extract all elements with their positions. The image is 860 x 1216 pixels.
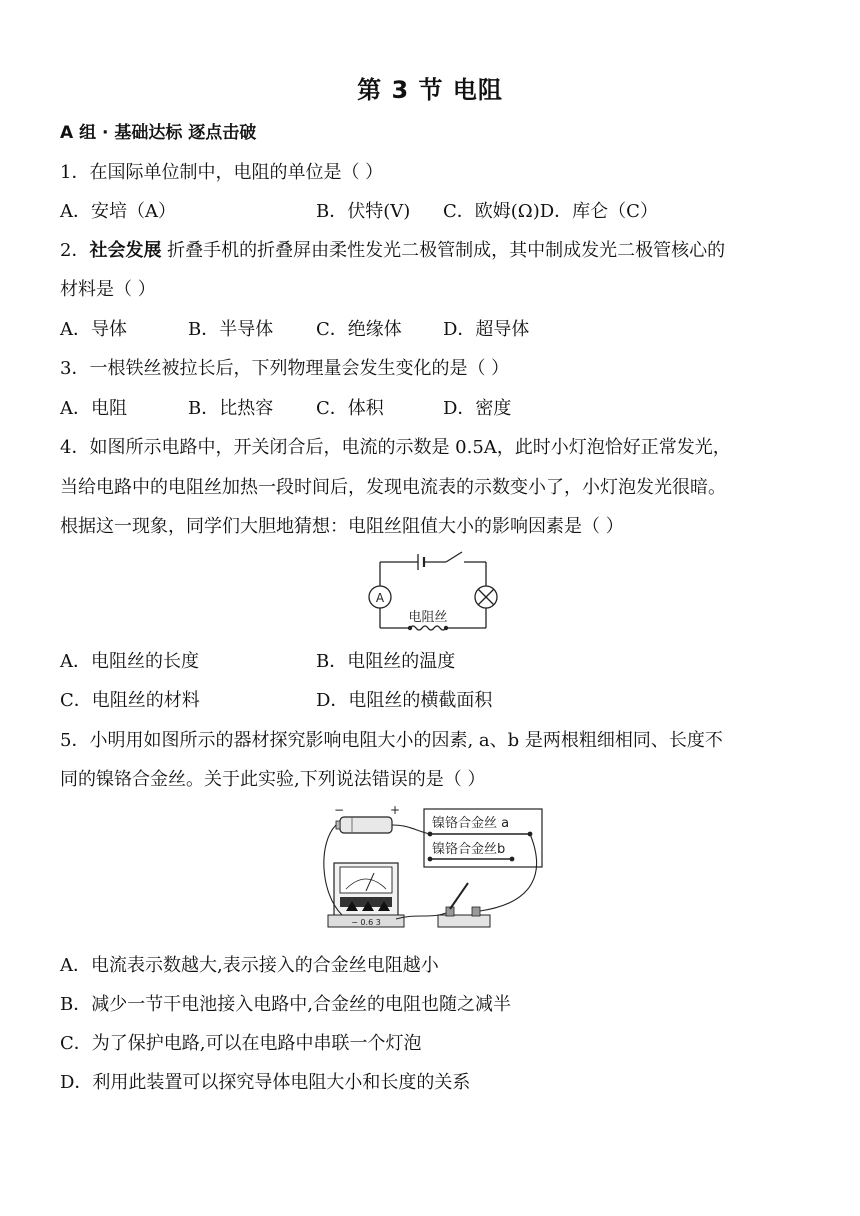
q1-option-b: B．伏特(V): [316, 201, 411, 222]
q4-option-b: B．电阻丝的温度: [316, 651, 456, 672]
q3-stem: 3．一根铁丝被拉长后，下列物理量会发生变化的是（ ）: [60, 358, 510, 379]
wire-a-label: 镍铬合金丝 a: [432, 816, 510, 831]
q5-stem-line1: 5．小明用如图所示的器材探究影响电阻大小的因素, a、b 是两根粗细相同、长度不: [60, 730, 723, 751]
ammeter-label: A: [375, 591, 385, 605]
q4-option-c: C．电阻丝的材料: [60, 690, 200, 711]
section-heading: A 组 · 基础达标 逐点击破: [60, 123, 257, 143]
q2-option-b: B．半导体: [188, 319, 274, 340]
q2-option-d: D．超导体: [443, 319, 530, 340]
q4-option-d: D．电阻丝的横截面积: [316, 690, 493, 711]
q2-stem-text: 折叠手机的折叠屏由柔性发光二极管制成，其中制成发光二极管核心的: [161, 240, 726, 261]
q2-option-a: A．导体: [60, 319, 127, 340]
q2-stem-line1: [60, 239, 725, 263]
q3-option-a: A．电阻: [60, 398, 127, 419]
switch-blade: [446, 552, 462, 562]
q5-option-c: C．为了保护电路,可以在电路中串联一个灯泡: [60, 1033, 422, 1054]
q2-option-c: C．绝缘体: [316, 319, 402, 340]
q1-option-a: A．安培（A）: [60, 201, 176, 222]
ammeter-terminal-labels: − 0.6 3: [351, 918, 381, 927]
q5-apparatus-figure: [312, 803, 548, 935]
battery-minus-label: −: [334, 803, 345, 817]
wire-b-label: 镍铬合金丝b: [432, 842, 506, 857]
q5-option-d: D．利用此装置可以探究导体电阻大小和长度的关系: [60, 1072, 471, 1093]
battery-icon: [336, 817, 392, 833]
q5-stem-line2: 同的镍铬合金丝。关于此实验,下列说法错误的是（ ）: [60, 769, 486, 790]
q2-tag: 社会发展: [89, 240, 162, 261]
q4-stem-line3: 根据这一现象，同学们大胆地猜想：电阻丝阻值大小的影响因素是（ ）: [60, 516, 624, 537]
battery-plus-label: +: [390, 803, 401, 817]
switch-icon: [438, 883, 490, 927]
page-title: 第 3 节 电阻: [357, 76, 503, 104]
q5-option-b: B．减少一节干电池接入电路中,合金丝的电阻也随之减半: [60, 994, 511, 1015]
resistance-wire-label: 电阻丝: [408, 610, 448, 625]
resistance-wire-coil: [410, 626, 446, 630]
q5-option-a: A．电流表示数越大,表示接入的合金丝电阻越小: [60, 955, 439, 976]
q3-option-b: B．比热容: [188, 398, 274, 419]
q1-stem: 1．在国际单位制中，电阻的单位是（ ）: [60, 162, 384, 183]
q3-option-d: D．密度: [443, 398, 512, 419]
q4-stem-line2: 当给电路中的电阻丝加热一段时间后，发现电流表的示数变小了，小灯泡发光很暗。: [60, 477, 726, 498]
q1-option-cd: C．欧姆(Ω)D．库仑（C）: [443, 201, 658, 222]
q4-option-a: A．电阻丝的长度: [60, 651, 199, 672]
q2-number: 2．: [60, 240, 90, 261]
q3-option-c: C．体积: [316, 398, 384, 419]
q4-stem-line1: 4．如图所示电路中，开关闭合后，电流的示数是 0.5A，此时小灯泡恰好正常发光，: [60, 437, 731, 458]
q4-circuit-diagram: [360, 548, 500, 638]
q2-stem-line2: 材料是（ ）: [60, 279, 156, 300]
